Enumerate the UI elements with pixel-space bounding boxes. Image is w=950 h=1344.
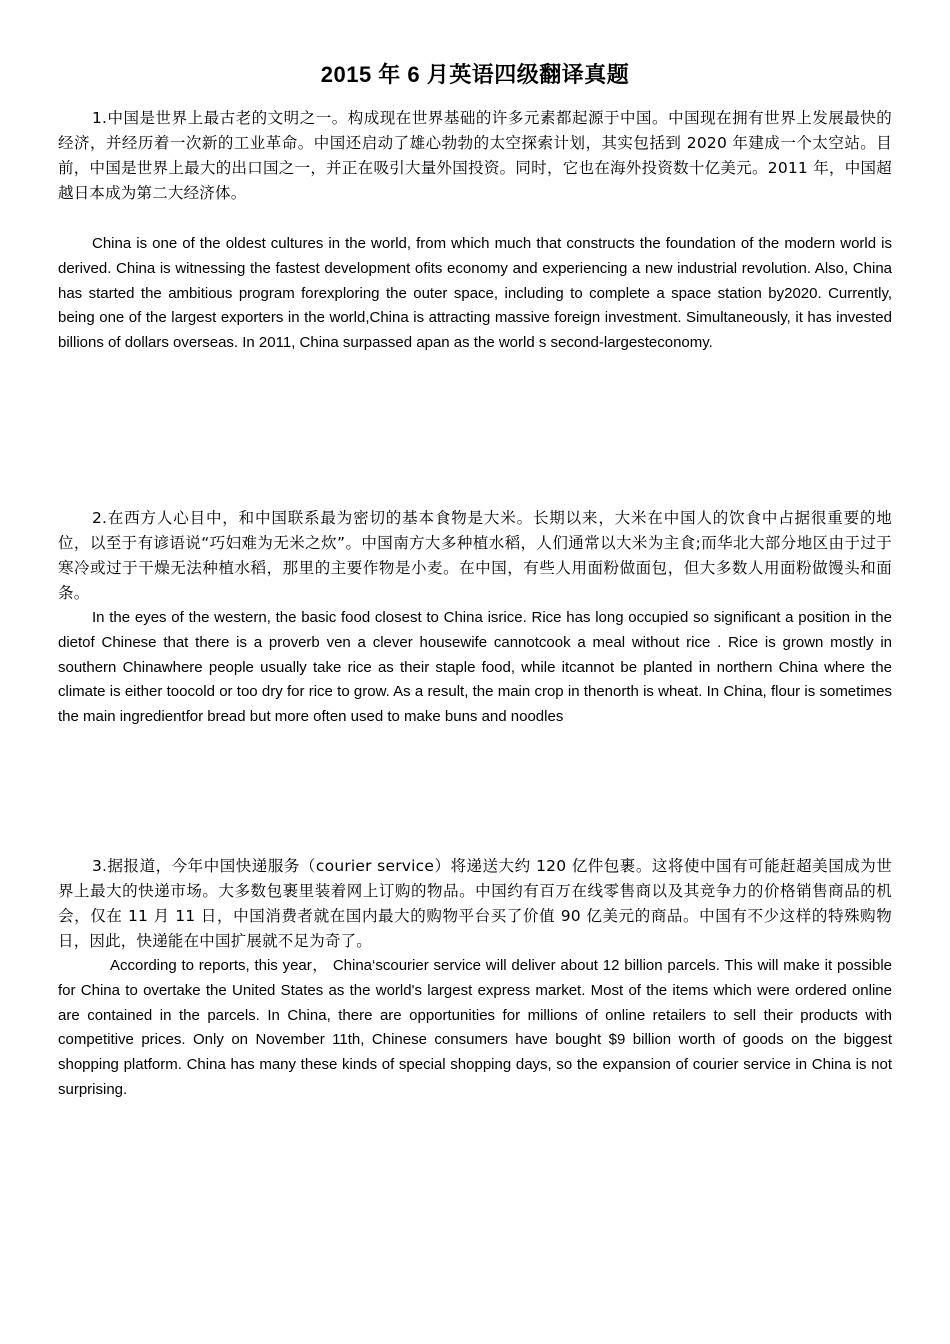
page-title: 2015 年 6 月英语四级翻译真题 (320, 62, 630, 87)
section-2-chinese-paragraph: 2.在西方人心目中，和中国联系最为密切的基本食物是大米。长期以来，大米在中国人的饮食中占据很重要的地位，以至于有谚语说“巧妇难为无米之炊”。中国南方大多种植水稻，人们通常以大米为主食;而华北大部分地区由于过于寒冷或过于干燥无法种植水稻，那里的主要作物是小麦。在中国，有些人用面粉做面包，但大多数人用面粉做馒头和面条。 (58, 509, 892, 602)
section-3-english-paragraph: According to reports, this year， China‘scourier service will deliver about 12 billion parcels. This will make it possible for China to overtake the United States as the world's largest express market. Most of the items which were ordered online are contained in the parcels. In China, there are opportunities for millions of online retailers to sell their products with competitive prices. Only on November 11th, Chinese consumers have bought $9 billion worth of goods on the biggest shopping platform. China has many these kinds of special shopping days, so the expansion of courier service in China is not surprising. (58, 957, 892, 1098)
section-3-chinese-paragraph: 3.据报道，今年中国快递服务（courier service）将递送大约 120 亿件包裹。这将使中国有可能赶超美国成为世界上最大的快递市场。大多数包裹里装着网上订购的物品。中国约有百万在线零售商以及其竞争力的价格销售商品的机会，仅在 11 月 11 日，中国消费者就在国内最大的购物平台买了价值 90 亿美元的商品。中国有不少这样的特殊购物日，因此，快递能在中国扩展就不足为奇了。 (58, 857, 892, 950)
section-1-chinese-paragraph: 1.中国是世界上最古老的文明之一。构成现在世界基础的许多元素都起源于中国。中国现在拥有世界上发展最快的经济，并经历着一次新的工业革命。中国还启动了雄心勃勃的太空探索计划，其实包括到 2020 年建成一个太空站。目前，中国是世界上最大的出口国之一，并正在吸引大量外国投资。同时，它也在海外投资数十亿美元。2011 年，中国超越日本成为第二大经济体。 (58, 109, 892, 202)
section-1-english-paragraph: China is one of the oldest cultures in the world, from which much that constructs the foundation of the modern world is derived. China is witnessing the fastest development ofits economy and experiencing a new industrial revolution. Also, China has started the ambitious program forexploring the outer space, including to complete a space station by2020. Currently, being one of the largest exporters in the world,China is attracting massive foreign investment. Simultaneously, it has invested billions of dollars overseas. In 2011, China surpassed apan as the world s second-largesteconomy. (58, 235, 892, 352)
section-2-english-paragraph: In the eyes of the western, the basic food closest to China isrice. Rice has long occupied so significant a position in the dietof Chinese that there is a proverb ven a clever housewife cannotcook a meal without rice . Rice is grown mostly in southern Chinawhere people usually take rice as their staple food, while itcannot be planted in northern China where the climate is either toocold or too dry for rice to grow. As a result, the main crop in thenorth is wheat. In China, flour is sometimes the main ingredientfor bread but more often used to make buns and noodles (58, 609, 892, 726)
